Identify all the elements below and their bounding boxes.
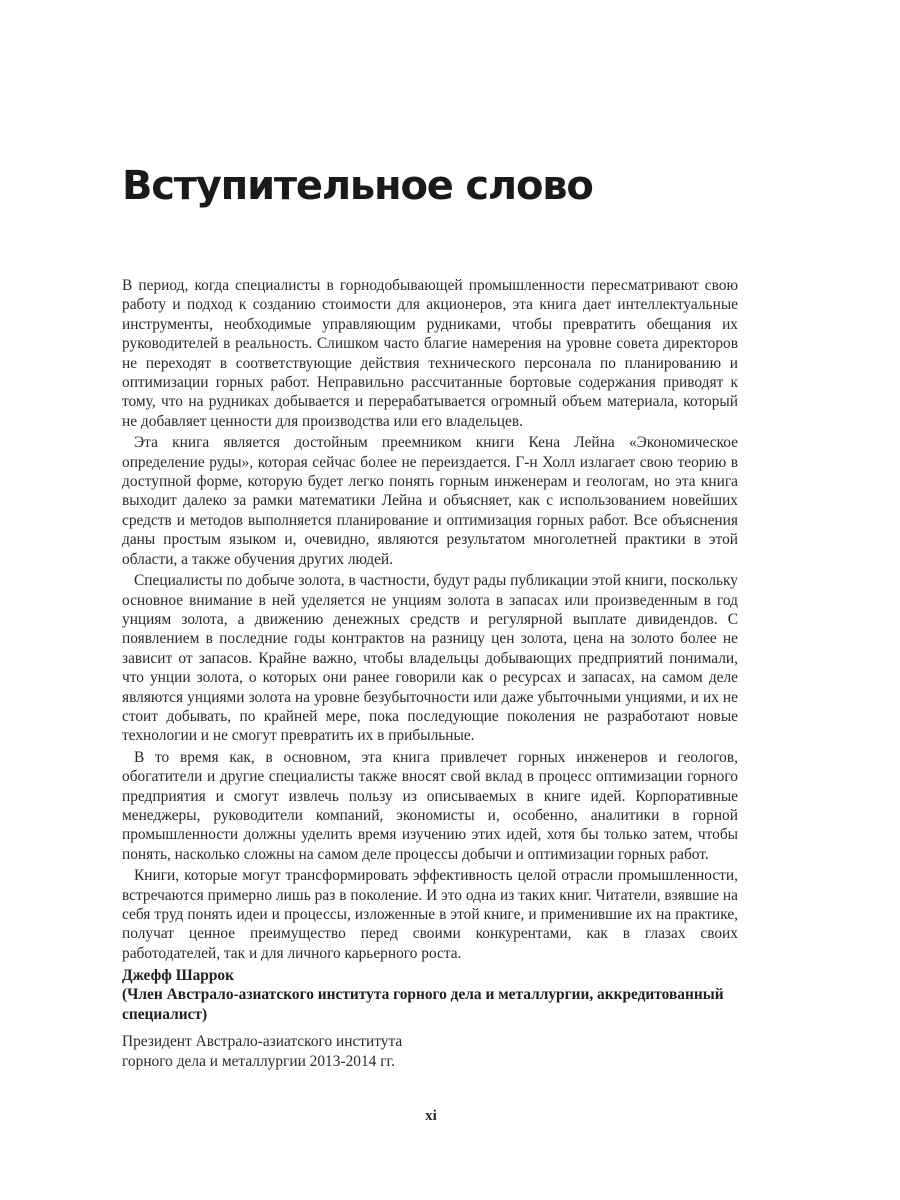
author-name: Джефф Шаррок bbox=[122, 967, 234, 984]
page-number: xi bbox=[425, 1108, 437, 1124]
paragraph-1: В период, когда специалисты в горнодобывающей промышленности пересматривают свою работу и подход к созданию стоимости для акционеров, эта книга дает интеллектуальные инструменты, необходимые управляющим рудниками, чтобы превратить обещания их руководителей в реальность. Слишком часто благие намерения на уровне совета директоров не переходят в соответствующие действия технического персонала по планированию и оптимизации горных работ. Неправильно рассчитанные бортовые содержания приводят к тому, что на рудниках добывается и перерабатывается огромный объем материала, который не добавляет ценности для производства или его владельцев. bbox=[122, 277, 738, 430]
paragraph-2: Эта книга является достойным преемником книги Кена Лейна «Экономическое определение руды», которая сейчас более не переиздается. Г-н Холл излагает свою теорию в доступной форме, которую будет легко понять горным инженерам и геологам, но эта книга выходит далеко за рамки математики Лейна и объясняет, как с использованием новейших средств и методов выполняется планирование и оптимизация горных работ. Все объяснения даны простым языком и, очевидно, являются результатом многолетней практики в этой области, а также обучения других людей. bbox=[122, 434, 738, 568]
paragraph-5: Книги, которые могут трансформировать эффективность целой отрасли промышленности, встречаются примерно лишь раз в поколение. И это одна из таких книг. Читатели, взявшие на себя труд понять идеи и процессы, изложенные в этой книге, и применившие их на практике, получат ценное преимущество перед своими конкурентами, как в глазах своих работодателей, так и для личного карьерного роста. bbox=[122, 867, 738, 962]
paragraph-4: В то время как, в основном, эта книга привлечет горных инженеров и геологов, обогатители и другие специалисты также вносят свой вклад в процесс оптимизации горного предприятия и смогут извлечь пользу из описываемых в книге идей. Корпоративные менеджеры, руководители компаний, экономисты и, особенно, аналитики в горной промышленности должны уделить время изучению этих идей, хотя бы только затем, чтобы понять, насколько сложны на самом деле процессы добычи и оптимизации горных работ. bbox=[122, 748, 738, 863]
page-title: Вступительное слово bbox=[122, 163, 593, 209]
body-text bbox=[122, 276, 738, 965]
author-position: Президент Австрало-азиатского института горного дела и металлургии 2013-2014 гг. bbox=[122, 1033, 403, 1070]
paragraph-3: Специалисты по добыче золота, в частности, будут рады публикации этой книги, поскольку основное внимание в ней уделяется не унциям золота в запасах или произведенным в год унциям золота, а движению денежных средств и регулярной выплате дивидендов. С появлением в последние годы контрактов на разницу цен золота, цена на золото более не зависит от запасов. Крайне важно, чтобы владельцы добывающих предприятий понимали, что унции золота, о которых они ранее говорили как о ресурсах и запасах, на самом деле являются унциями золота на уровне безубыточности или даже убыточными унциями, и их не стоит добывать, по крайней мере, пока последующие поколения не разработают новые технологии и не смогут превратить их в прибыльные. bbox=[122, 572, 738, 745]
signature-block bbox=[122, 966, 738, 1071]
author-affiliation: (Член Австрало-азиатского института горного дела и металлургии, аккредитованный специалист) bbox=[122, 986, 724, 1023]
